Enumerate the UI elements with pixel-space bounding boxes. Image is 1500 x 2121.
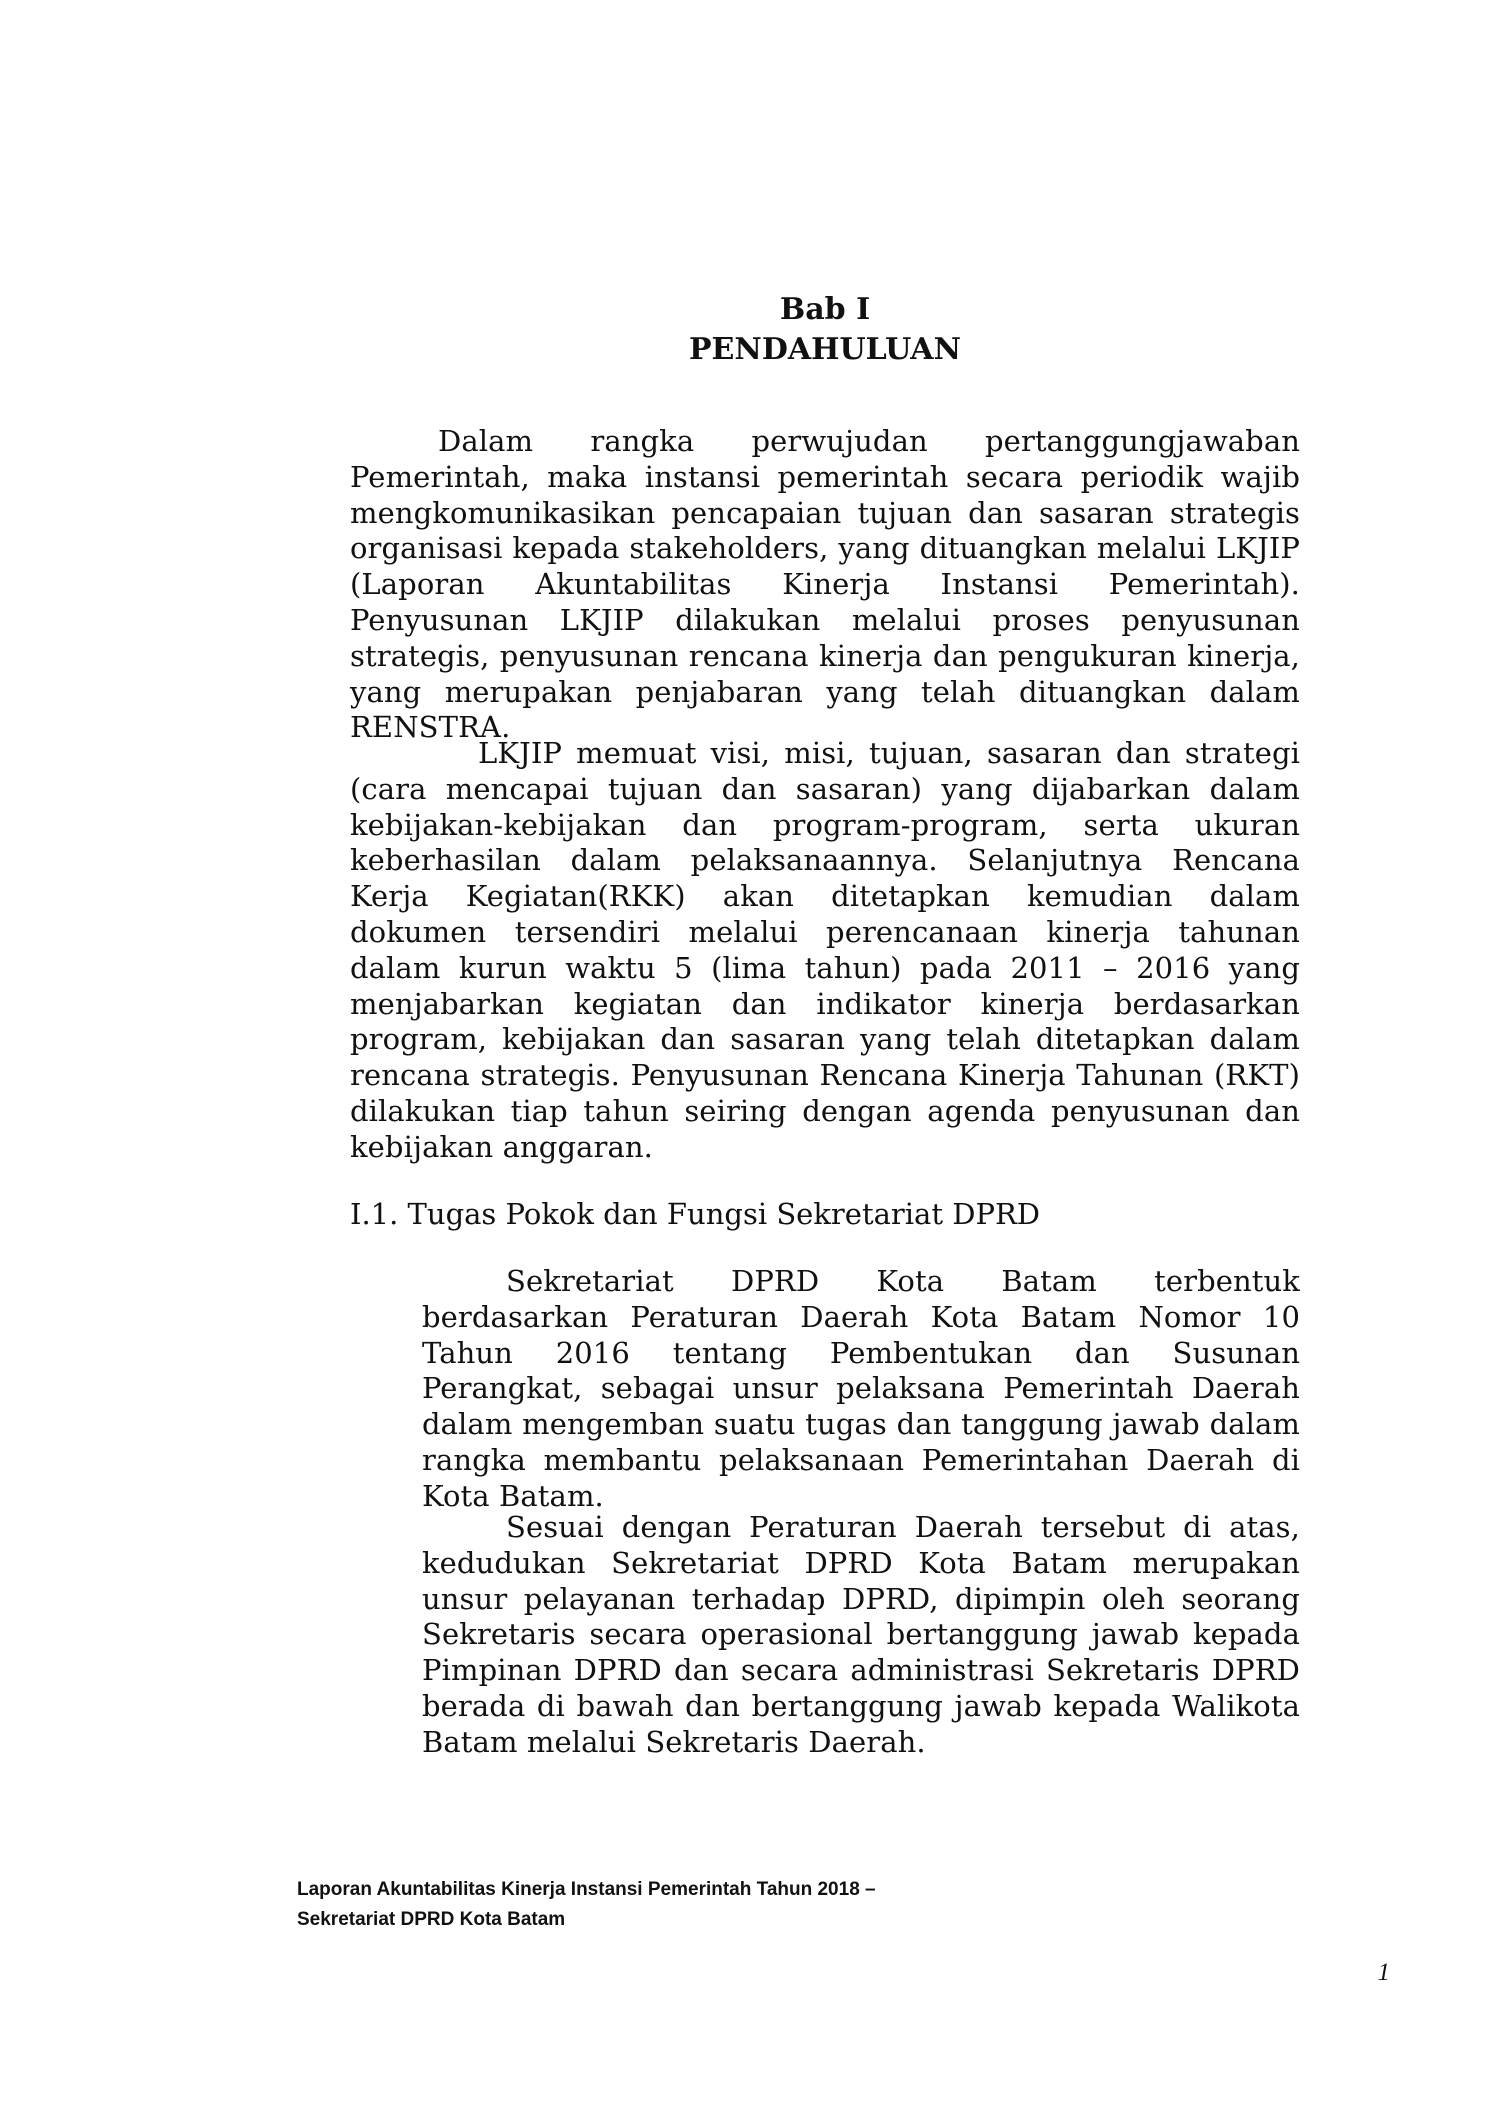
page-number: 1 [1377,1959,1390,1986]
section-heading: I.1. Tugas Pokok dan Fungsi Sekretariat DPRD [350,1197,1041,1231]
page-footer [297,1875,997,1935]
chapter-label: Bab I [779,292,871,327]
section-paragraph-2: Sesuai dengan Peraturan Daerah tersebut di atas, kedudukan Sekretariat DPRD Kota Batam merupakan unsur pelayanan terhadap DPRD, dipimpin oleh seorang Sekretaris secara operasional bertanggung jawab kepada Pimpinan DPRD dan secara administrasi Sekretaris DPRD berada di bawah dan bertanggung jawab kepada Walikota Batam melalui Sekretaris Daerah. [422,1510,1300,1759]
section-paragraph-1: Sekretariat DPRD Kota Batam terbentuk berdasarkan Peraturan Daerah Kota Batam Nomor 10 Tahun 2016 tentang Pembentukan dan Susunan Perangkat, sebagai unsur pelaksana Pemerintah Daerah dalam mengemban suatu tugas dan tanggung jawab dalam rangka membantu pelaksanaan Pemerintahan Daerah di Kota Batam. [422,1264,1300,1513]
intro-paragraph-1: Dalam rangka perwujudan pertanggungjawaban Pemerintah, maka instansi pemerintah secara periodik wajib mengkomunikasikan pencapaian tujuan dan sasaran strategis organisasi kepada stakeholders, yang dituangkan melalui LKJIP (Laporan Akuntabilitas Kinerja Instansi Pemerintah). Penyusunan LKJIP dilakukan melalui proses penyusunan strategis, penyusunan rencana kinerja dan pengukuran kinerja, yang merupakan penjabaran yang telah dituangkan dalam RENSTRA. [350,424,1300,745]
chapter-title: PENDAHULUAN [688,332,962,367]
footer-line-1: Laporan Akuntabilitas Kinerja Instansi Pemerintah Tahun 2018 – [297,1879,876,1900]
footer-line-2: Sekretariat DPRD Kota Batam [297,1909,566,1930]
intro-paragraph-2: LKJIP memuat visi, misi, tujuan, sasaran dan strategi (cara mencapai tujuan dan sasaran) yang dijabarkan dalam kebijakan-kebijakan dan program-program, serta ukuran keberhasilan dalam pelaksanaannya. Selanjutnya Rencana Kerja Kegiatan(RKK) akan ditetapkan kemudian dalam dokumen tersendiri melalui perencanaan kinerja tahunan dalam kurun waktu 5 (lima tahun) pada 2011 – 2016 yang menjabarkan kegiatan dan indikator kinerja berdasarkan program, kebijakan dan sasaran yang telah ditetapkan dalam rencana strategis. Penyusunan Rencana Kinerja Tahunan (RKT) dilakukan tiap tahun seiring dengan agenda penyusunan dan kebijakan anggaran. [350,736,1300,1164]
